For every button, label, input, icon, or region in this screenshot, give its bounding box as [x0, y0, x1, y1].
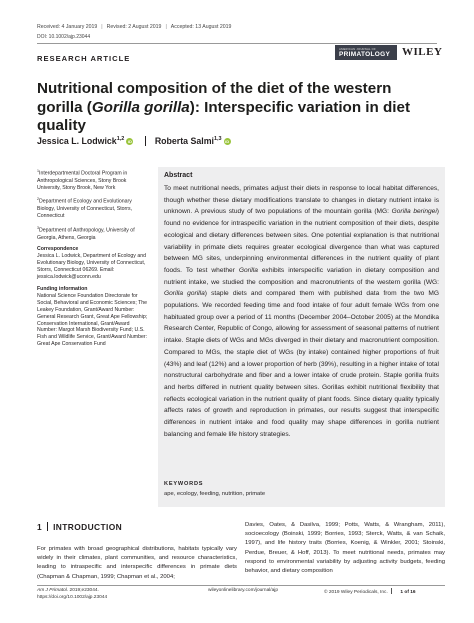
correspondence-block — [37, 246, 150, 281]
abstract-text: To meet nutritional needs, primates adjust their diets in response to local habitat differences, though whether these dietary modifications translate to changes in dietary nutrient intake is unknown. A previous study of two populations of the mountain gorilla (MG: Gorilla beringei) found no evidence for intraspecific variation in the nutrient composition of their diets, despite ecological and dietary differences between sites. One potential explanation is that nutritional variability in primate diets requires greater ecological divergence than what was captured between MG sites, underpinning environmental differences in the nutrient quality of plant foods. To test whether Gorilla exhibits interspecific variation in dietary composition and nutrient intake, we studied the composition and macronutrients of the western gorilla (WG: Gorilla gorilla) staple diets and compared them with published data from the two MG populations. We recorded feeding time and food intake of four adult female WGs from one habituated group over a period of 11 months (December 2004–October 2005) at the Mondika Research Center, Republic of Congo, allowing for assessment of seasonal patterns of nutrient intake. Staple diets of WGs and MGs diverged in their dietary and macronutrient composition. Compared to MGs, the staple diet of WGs (by intake) contained higher proportions of fruit (43%) and leaf (12%) and a lower proportion of herb (39%), resulting in a higher intake of total nonstructural carbohydrate and fiber and a lower intake of crude protein. Staple gorilla fruits and herbs differed in nutrient quality between sites. Gorillas exhibit nutritional flexibility that reflects ecological variation in the nutrient quality of plant foods. Since dietary quality typically affects rates of growth and reproduction in primates, our results suggest that interspecific differences in nutrient intake and food quality may shape differences in gorilla nutrient balancing and female life history strategies. — [164, 185, 439, 438]
article-type: RESEARCH ARTICLE — [37, 54, 131, 63]
footer-citation: Am J Primatol. 2019;e23044. — [37, 588, 99, 593]
body-column-left: For primates with broad geographical distributions, habitats typically vary widely in their climates, plant communities, and resource characteristics, leading to intraspecific and interspecific differences in primate diets (Chapman & Chapman, 1999; Chapman et al., 2004; — [37, 546, 237, 580]
abstract-box — [158, 167, 445, 507]
keywords-text: ape, ecology, feeding, nutrition, primate — [164, 491, 266, 497]
footer-right — [324, 588, 416, 595]
author-name: Jessica L. Lodwick — [37, 136, 117, 146]
footer-copyright: © 2019 Wiley Periodicals, Inc. — [324, 590, 388, 595]
article-title: Nutritional composition of the diet of the western gorilla (Gorilla gorilla): Interspecific variation in diet quality — [37, 80, 411, 134]
revised-date: Revised: 2 August 2019 — [106, 24, 162, 30]
author-affiliation-mark: 1,3 — [213, 136, 222, 143]
affiliation: $^3$Department of Anthropology, University of Georgia, Athens, Georgia — [37, 225, 135, 241]
section-heading — [37, 522, 122, 532]
affiliation: $^2$Department of Ecology and Evolutionary Biology, University of Connecticut, Storrs, Connecticut — [37, 197, 133, 219]
publisher-logo: WILEY — [402, 46, 443, 58]
author-affiliation-mark: 1,2 — [116, 136, 125, 143]
section-title: INTRODUCTION — [53, 522, 123, 532]
author-name: Roberta Salmi — [154, 136, 214, 146]
footer-divider — [37, 585, 445, 586]
body-column-right: Davies, Oates, & Dasilva, 1999; Potts, Watts, & Wrangham, 2011), socioecology (Boinski, 1999; Borries, 1993; Sterck, Watts, & van Schaik, 1997), and life history traits (Borries, Koenig, & Winkler, 2001; Stoinski, Perdue, Breuer, & Hoff, 2013). To meet nutritional needs, primates may respond to environmental variability by adjusting activity budgets, feeding behavior, and dietary composition — [245, 522, 445, 575]
section-number: 1 — [37, 522, 43, 532]
orcid-icon[interactable]: iD — [225, 139, 230, 144]
header-divider — [37, 43, 437, 44]
journal-logo-tagline: AMERICAN JOURNAL OF — [339, 47, 376, 51]
footer-divider-bar — [391, 588, 392, 594]
accepted-date: Accepted: 13 August 2019 — [170, 24, 232, 30]
footer-site-link[interactable]: wileyonlinelibrary.com/journal/ajp — [208, 588, 279, 593]
side-column — [37, 168, 150, 353]
author-separator — [145, 136, 146, 146]
funding-block — [37, 286, 150, 348]
author-list — [37, 136, 231, 146]
journal-logo — [335, 45, 397, 60]
keywords-heading: KEYWORDS — [164, 481, 204, 487]
article-history: Received: 4 January 2019 | Revised: 2 August 2019 | Accepted: 13 August 2019 — [37, 24, 232, 30]
affiliation: $^1$Interdepartmental Doctoral Program in Anthropological Sciences, Stony Brook University, Stony Brook, New York — [37, 169, 128, 191]
footer-citation-block — [37, 588, 107, 601]
page-number: 1 of 16 — [400, 590, 416, 595]
funding-text: National Science Foundation Directorate for Social, Behavioral and Economic Sciences; The Leakey Foundation, Grant/Award Number: General Research Grant, Great Ape Fellowship; Conservation International, Grant/Award Number: Margot Marsh Biodiversity Fund; U.S. Fish and Wildlife Service, Grant/Award Number: Great Ape Conservation Fund — [37, 292, 148, 348]
abstract-heading: Abstract — [164, 172, 193, 179]
orcid-icon[interactable]: iD — [127, 139, 132, 144]
correspondence-heading: Correspondence — [37, 246, 79, 253]
correspondence-text: Jessica L. Lodwick, Department of Ecology and Evolutionary Biology, University of Connecticut, Storrs, Connecticut 06269. Email: jessica.lodwick@uconn.edu — [37, 253, 146, 281]
journal-logo-name: PRIMATOLOGY — [339, 51, 391, 58]
section-divider — [47, 522, 48, 531]
funding-heading: Funding information — [37, 285, 88, 292]
doi[interactable]: DOI: 10.1002/ajp.23044 — [37, 34, 91, 40]
received-date: Received: 4 January 2019 — [37, 24, 98, 30]
footer-doi-link[interactable]: https://doi.org/10.1002/ajp.23044 — [37, 594, 108, 600]
